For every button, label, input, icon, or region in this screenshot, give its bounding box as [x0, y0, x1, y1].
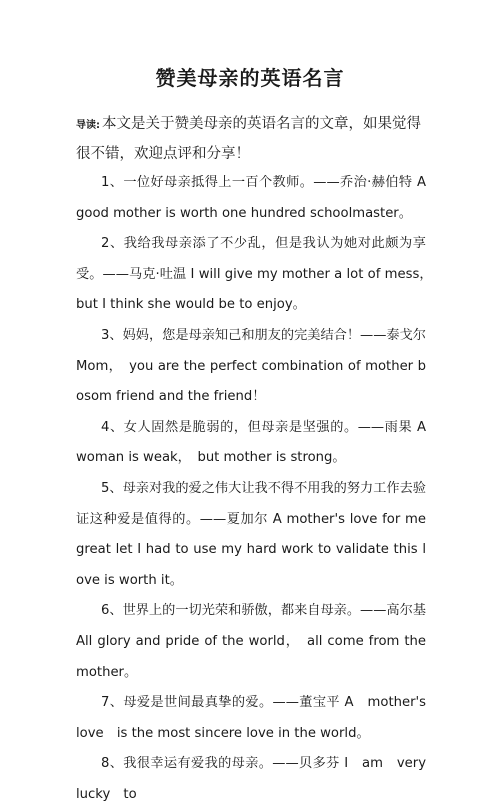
intro-paragraph [76, 110, 426, 168]
quote-item: 6、世界上的一切光荣和骄傲，都来自母亲。——高尔基 All glory and pride of the world， all come from the mother。 [76, 603, 426, 680]
quote-item: 7、母爱是世间最真挚的爱。——董宝平 A mother's love is the most sincere love in the world。 [76, 695, 440, 741]
quote-item: 1、一位好母亲抵得上一百个教师。——乔治·赫伯特 A good mother is worth one hundred schoolmaster。 [76, 175, 440, 221]
quote-list [76, 168, 440, 810]
intro-label: 导读: [76, 120, 100, 131]
page-title: 赞美母亲的英语名言 [155, 66, 345, 90]
quote-item: 5、母亲对我的爱之伟大让我不得不用我的努力工作去验证这种爱是值得的。——夏加尔 A mother's love for me great let I had to use my hard work to validate this love is worth it。 [76, 480, 426, 588]
quote-item: 8、我很幸运有爱我的母亲。——贝多芬 I am very lucky to [76, 756, 440, 802]
quote-item: 3、妈妈，您是母亲知己和朋友的完美结合！——泰戈尔 Mom， you are the perfect combination of mother bosom friend and the friend！ [76, 327, 426, 405]
intro-text: 本文是关于赞美母亲的英语名言的文章，如果觉得很不错，欢迎点评和分享！ [76, 116, 421, 162]
quote-item: 4、女人固然是脆弱的，但母亲是坚强的。——雨果 A woman is weak， but mother is strong。 [76, 419, 426, 466]
quote-item: 2、我给我母亲添了不少乱，但是我认为她对此颇为享受。——马克·吐温 I will give my mother a lot of mess， but I think she would be to enjoy。 [76, 236, 440, 313]
